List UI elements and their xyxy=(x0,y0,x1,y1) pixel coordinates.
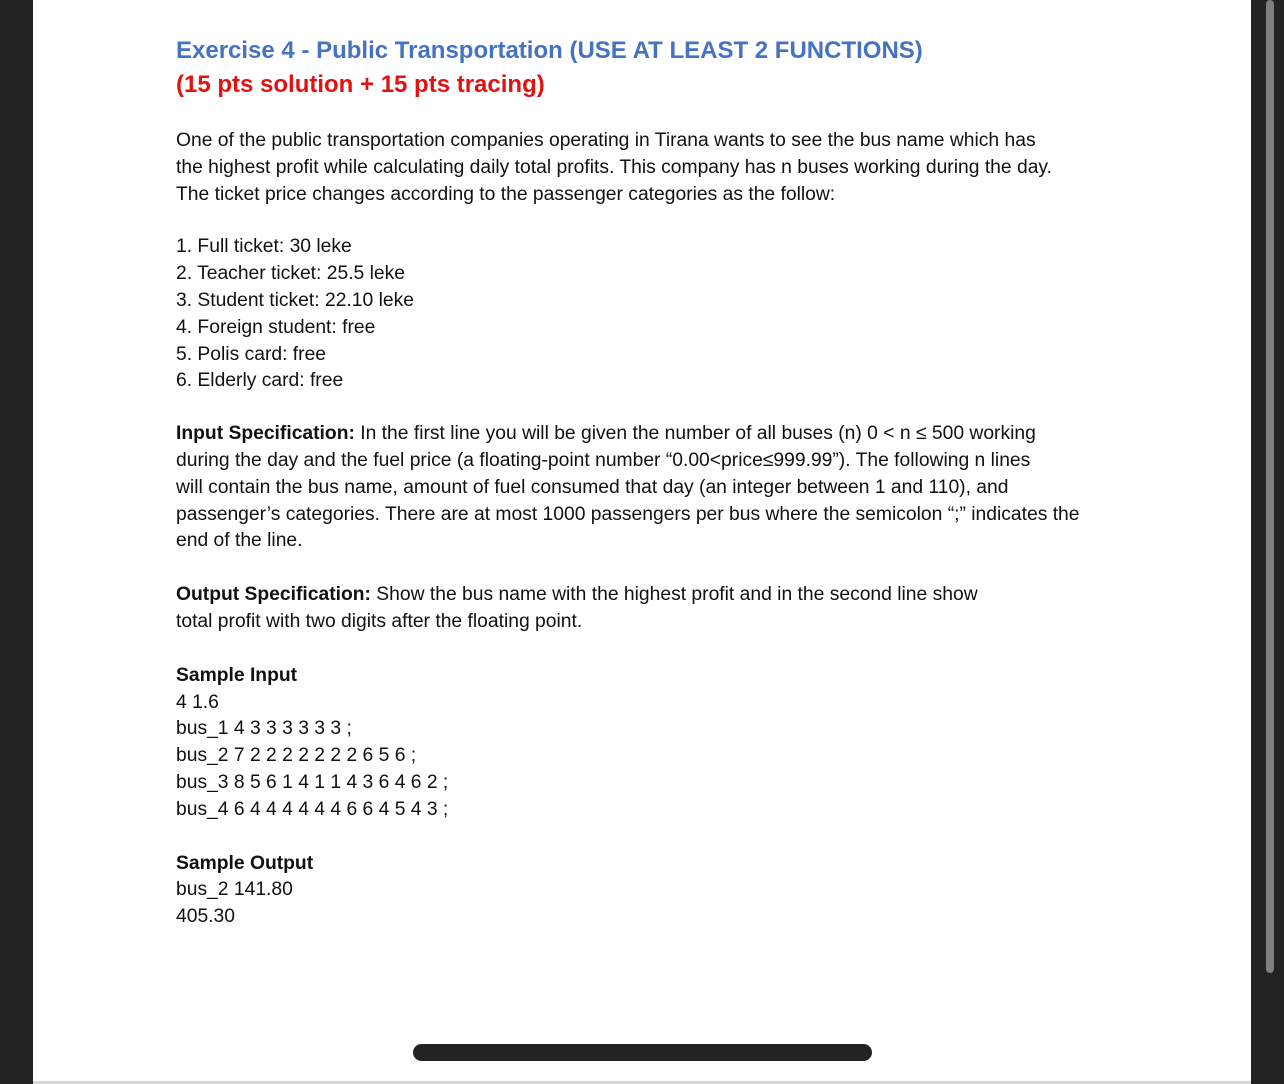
ticket-category-list xyxy=(176,234,1126,395)
output-spec-label: Output Specification: xyxy=(176,584,371,606)
sample-input-heading: Sample Input xyxy=(176,664,298,686)
category-item: 1. Full ticket: 30 leke xyxy=(176,236,352,258)
input-specification xyxy=(176,421,1126,555)
output-spec-text: Show the bus name with the highest profit and in the second line show xyxy=(370,584,978,606)
sample-input-line: bus_1 4 3 3 3 3 3 3 ; xyxy=(176,718,352,740)
intro-line: One of the public transportation companies operating in Tirana wants to see the bus name which has xyxy=(176,130,1036,151)
input-spec-line: passenger’s categories. There are at most 1000 passengers per bus where the semicolon “;” indicates the xyxy=(176,503,1080,525)
sample-output-heading: Sample Output xyxy=(176,852,314,874)
sample-output-block xyxy=(176,851,1126,931)
input-spec-line: during the day and the fuel price (a floating-point number “0.00<price≤999.99”). The following n lines xyxy=(176,449,1031,471)
output-specification xyxy=(176,582,1126,636)
points-subtitle: (15 pts solution + 15 pts tracing) xyxy=(176,71,545,98)
output-spec-first-line xyxy=(176,582,1126,609)
sample-output-line: bus_2 141.80 xyxy=(176,879,293,901)
sample-input-line: bus_4 6 4 4 4 4 4 4 6 6 4 5 4 3 ; xyxy=(176,798,449,820)
sample-input-line: bus_3 8 5 6 1 4 1 1 4 3 6 4 6 2 ; xyxy=(176,771,449,793)
sample-output-line: 405.30 xyxy=(176,906,235,928)
input-spec-line: end of the line. xyxy=(176,530,303,552)
intro-line: the highest profit while calculating daily total profits. This company has n buses working during the day. xyxy=(176,156,1052,178)
input-spec-line: will contain the bus name, amount of fuel consumed that day (an integer between 1 and 110), and xyxy=(176,476,1009,498)
category-item: 3. Student ticket: 22.10 leke xyxy=(176,289,414,311)
category-item: 6. Elderly card: free xyxy=(176,370,344,392)
document-content xyxy=(176,34,1126,931)
category-item: 5. Polis card: free xyxy=(176,343,327,365)
sample-input-line: 4 1.6 xyxy=(176,691,219,713)
category-item: 2. Teacher ticket: 25.5 leke xyxy=(176,263,406,285)
home-indicator-bar[interactable] xyxy=(413,1044,872,1061)
category-item: 4. Foreign student: free xyxy=(176,316,376,338)
intro-line: The ticket price changes according to the passenger categories as the follow: xyxy=(176,183,836,205)
sample-input-block xyxy=(176,663,1126,824)
input-spec-first-line xyxy=(176,421,1126,448)
input-spec-label: Input Specification: xyxy=(176,423,355,445)
scrollbar-thumb[interactable] xyxy=(1266,0,1274,973)
sample-input-line: bus_2 7 2 2 2 2 2 2 2 6 5 6 ; xyxy=(176,745,417,767)
intro-paragraph xyxy=(176,128,1126,208)
output-spec-line: total profit with two digits after the floating point. xyxy=(176,610,583,632)
exercise-title: Exercise 4 - Public Transportation (USE AT LEAST 2 FUNCTIONS) xyxy=(176,37,923,64)
input-spec-text: In the first line you will be given the number of all buses (n) 0 < n ≤ 500 working xyxy=(354,423,1036,445)
